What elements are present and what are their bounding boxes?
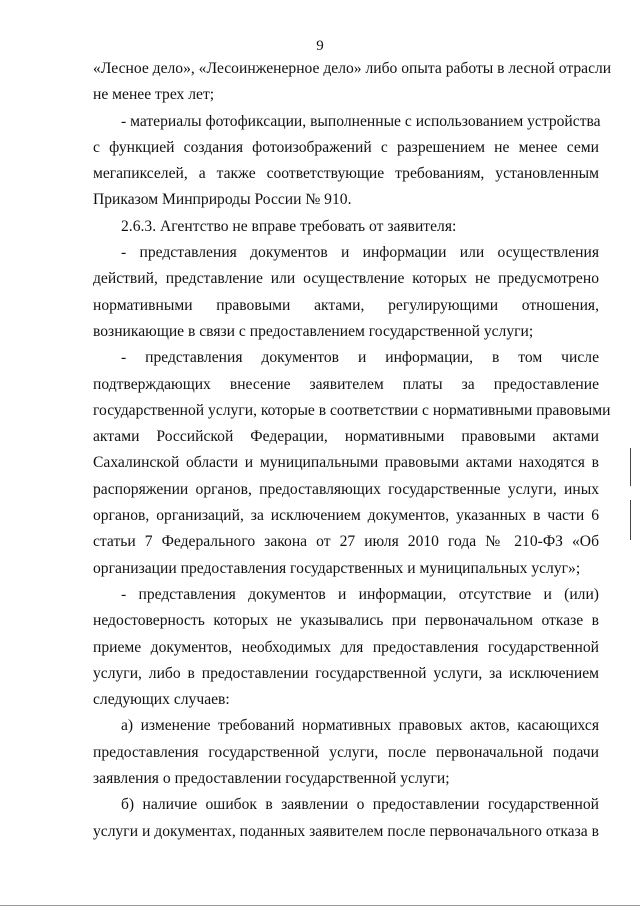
text-line: подтверждающих внесение заявителем платы за предоставление [93, 375, 599, 393]
text-line: недостоверность которых не указывались при первоначальном отказе в [93, 612, 599, 630]
text-line: - представления документов и информации, отсутствие и (или) [121, 585, 599, 603]
text-line: «Лесное дело», «Лесоинженерное дело» либо опыта работы в лесной отрасли [93, 60, 612, 77]
text-line: - материалы фотофиксации, выполненные с использованием устройства [121, 112, 601, 130]
text-line: статьи 7 Федерального закона от 27 июля 2010 года № 210-ФЗ «Об [93, 533, 599, 551]
text-line: организации предоставления государственных и муниципальных услуг»; [93, 559, 581, 577]
text-line: услуги и документах, поданных заявителем после первоначального отказа в [93, 822, 599, 840]
text-line: - представления документов и информации или осуществления [121, 244, 599, 262]
text-line: приеме документов, необходимых для предоставления государственной [93, 638, 599, 656]
text-line: с функцией создания фотоизображений с разрешением не менее семи [93, 138, 599, 156]
document-body [93, 56, 612, 845]
text-line: 2.6.3. Агентство не вправе требовать от заявителя: [121, 217, 457, 235]
text-line: а) изменение требований нормативных правовых актов, касающихся [121, 717, 599, 735]
text-line: б) наличие ошибок в заявлении о предоставлении государственной [121, 796, 599, 814]
text-line: действий, представление или осуществление которых не предусмотрено [93, 270, 599, 288]
text-line: актами Российской Федерации, нормативными правовыми актами [93, 428, 599, 446]
page-number: 9 [316, 38, 324, 54]
scan-margin-mark [630, 448, 631, 486]
text-line: распоряжении органов, предоставляющих государственные услуги, иных [93, 480, 599, 498]
text-line: заявления о предоставлении государственной услуги; [93, 770, 450, 788]
text-line: не менее трех лет; [93, 86, 215, 104]
text-line: Сахалинской области и муниципальными правовыми актами находятся в [93, 454, 599, 472]
text-line: возникающие в связи с предоставлением государственной услуги; [93, 322, 534, 340]
text-line: предоставления государственной услуги, после первоначальной подачи [93, 743, 599, 761]
text-line: Приказом Минприроды России № 910. [93, 191, 352, 209]
text-line: государственной услуги, которые в соответствии с нормативными правовыми [93, 401, 611, 419]
text-line: услуги, либо в предоставлении государственной услуги, за исключением [93, 664, 599, 682]
text-line: следующих случаев: [93, 691, 230, 709]
scan-margin-mark [630, 500, 631, 540]
text-line: нормативными правовыми актами, регулирующими отношения, [93, 296, 599, 314]
text-line: органов, организаций, за исключением документов, указанных в части 6 [93, 507, 599, 525]
text-line: мегапикселей, а также соответствующие требованиям, установленным [93, 165, 599, 183]
scan-bottom-edge [0, 905, 640, 906]
text-line: - представления документов и информации, в том числе [121, 349, 599, 367]
